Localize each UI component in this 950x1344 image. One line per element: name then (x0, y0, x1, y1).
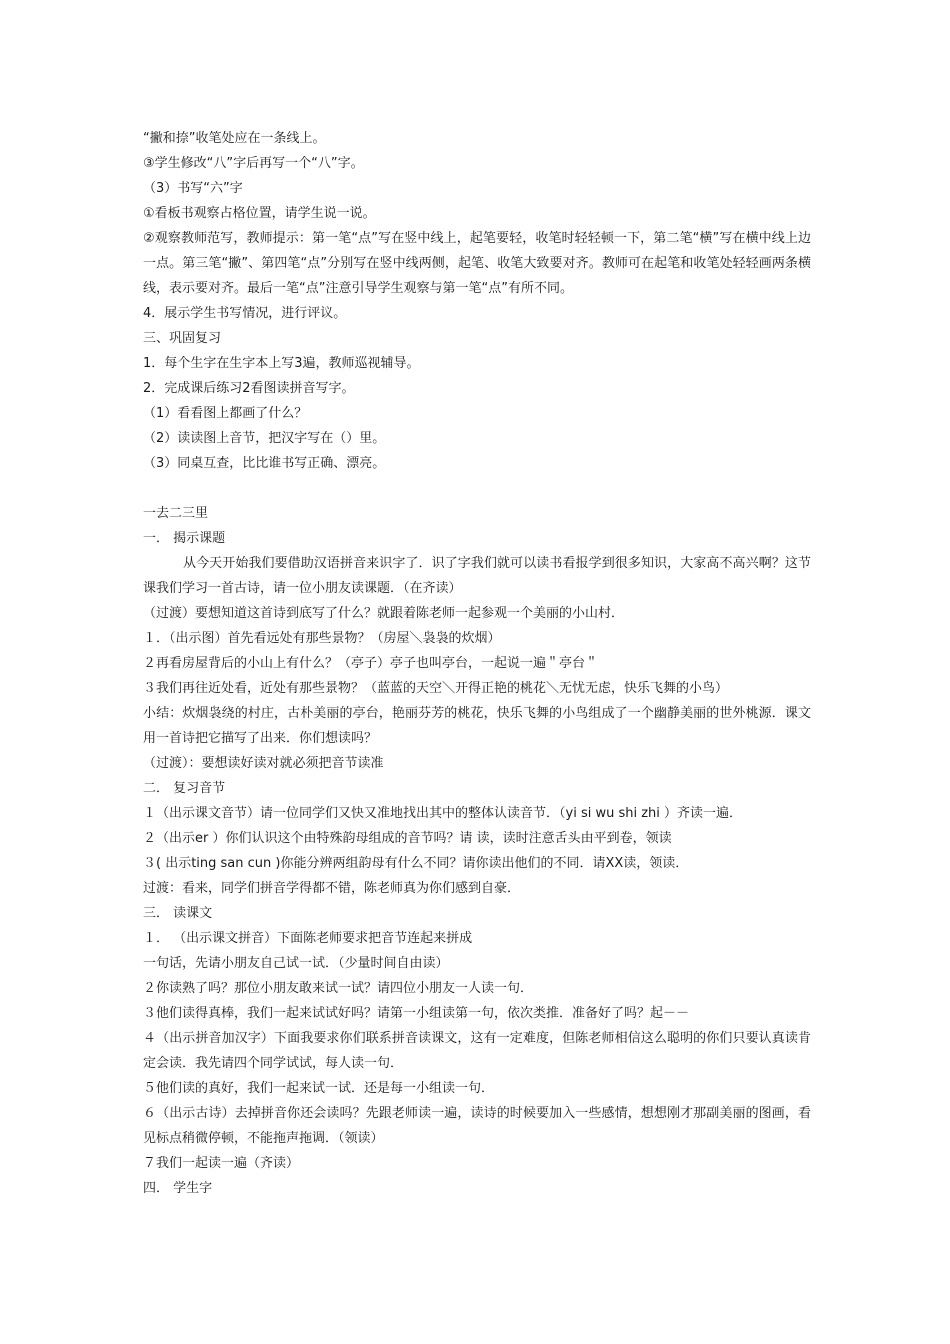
paragraph: 从今天开始我们要借助汉语拼音来识字了．识了字我们就可以读书看报学到很多知识，大家高不高兴啊？这节课我们学习一首古诗，请一位小朋友读课题．（在齐读） (143, 556, 811, 596)
section-heading: 三、巩固复习 (143, 331, 222, 346)
paragraph: １．（出示图）首先看远处有那些景物？（房屋＼袅袅的炊烟） (143, 631, 501, 646)
paragraph: （过渡）要想知道这首诗到底写了什么？就跟着陈老师一起参观一个美丽的小山村． (143, 606, 625, 621)
lesson-title: 一去二三里 (143, 506, 209, 521)
paragraph: ３( 出示ting san cun )你能分辨两组韵母有什么不同？请你读出他们的不同．请XX读，领读． (143, 856, 689, 871)
section-heading: 一． 揭示课题 (143, 531, 226, 546)
paragraph: ３我们再往近处看，近处有那些景物？（蓝蓝的天空＼开得正艳的桃花＼无忧无虑，快乐飞舞的小鸟） (143, 681, 729, 696)
blank-line (143, 476, 811, 501)
paragraph: ②观察教师范写，教师提示：第一笔“点”写在竖中线上，起笔要轻，收笔时轻轻顿一下，第二笔“横”写在横中线上边一点。第三笔“撇”、第四笔“点”分别写在竖中线两侧，起笔、收笔大致要对齐。教师可在起笔和收笔处轻轻画两条横线，表示要对齐。最后一笔“点”注意引导学生观察与第一笔“点”有所不同。 (143, 231, 811, 296)
paragraph: 小结：炊烟袅绕的村庄，古朴美丽的亭台，艳丽芬芳的桃花，快乐飞舞的小鸟组成了一个幽静美丽的世外桃源．课文用一首诗把它描写了出来．你们想读吗？ (143, 706, 811, 746)
paragraph: １（出示课文音节）请一位同学们又快又准地找出其中的整体认读音节．（yi si wu shi zhi ）齐读一遍． (143, 806, 743, 821)
paragraph: 过渡：看来，同学们拼音学得都不错，陈老师真为你们感到自豪． (143, 881, 521, 896)
paragraph: ３他们读得真棒，我们一起来试试好吗？请第一小组读第一句，依次类推．准备好了吗？起－－ (143, 1006, 690, 1021)
paragraph: ４（出示拼音加汉字）下面我要求你们联系拼音读课文，这有一定难度，但陈老师相信这么聪明的你们只要认真读肯定会读．我先请四个同学试试，每人读一句． (143, 1031, 811, 1071)
section-heading: 二． 复习音节 (143, 781, 226, 796)
paragraph: 2．完成课后练习2看图读拼音写字。 (143, 381, 355, 396)
paragraph: ７我们一起读一遍（齐读） (143, 1156, 300, 1171)
paragraph: ２你读熟了吗？那位小朋友敢来试一试？请四位小朋友一人读一句． (143, 981, 534, 996)
paragraph: １． （出示课文拼音）下面陈老师要求把音节连起来拼成 (143, 931, 473, 946)
paragraph: （2）读读图上音节，把汉字写在（）里。 (143, 431, 386, 446)
paragraph: ③学生修改“八”字后再写一个“八”字。 (143, 156, 364, 171)
paragraph: （3）同桌互查，比比谁书写正确、漂亮。 (143, 456, 386, 471)
paragraph: ２再看房屋背后的小山上有什么？（亭子）亭子也叫亭台，一起说一遍＂亭台＂ (143, 656, 599, 671)
paragraph: 1．每个生字在生字本上写3遍，教师巡视辅导。 (143, 356, 420, 371)
section-heading: 四． 学生字 (143, 1181, 213, 1196)
paragraph: （3）书写“六”字 (143, 181, 243, 196)
paragraph: （过渡）：要想读好读对就必须把音节读准 (143, 756, 384, 771)
paragraph: “撇和捺”收笔处应在一条线上。 (143, 131, 326, 146)
paragraph: ①看板书观察占格位置，请学生说一说。 (143, 206, 376, 221)
paragraph: ６（出示古诗）去掉拼音你还会读吗？先跟老师读一遍，读诗的时候要加入一些感情，想想刚才那副美丽的图画，看见标点稍微停顿，不能拖声拖调．（领读） (143, 1106, 811, 1146)
document-body (143, 126, 811, 1201)
paragraph: 一句话，先请小朋友自己试一试．（少量时间自由读） (143, 956, 449, 971)
paragraph: ２（出示er ）你们认识这个由特殊韵母组成的音节吗？请 读，读时注意舌头由平到卷，领读 (143, 831, 672, 846)
paragraph: 4．展示学生书写情况，进行评议。 (143, 306, 347, 321)
paragraph: ５他们读的真好，我们一起来试一试．还是每一小组读一句． (143, 1081, 495, 1096)
section-heading: 三． 读课文 (143, 906, 213, 921)
paragraph: （1）看看图上都画了什么？ (143, 406, 308, 421)
